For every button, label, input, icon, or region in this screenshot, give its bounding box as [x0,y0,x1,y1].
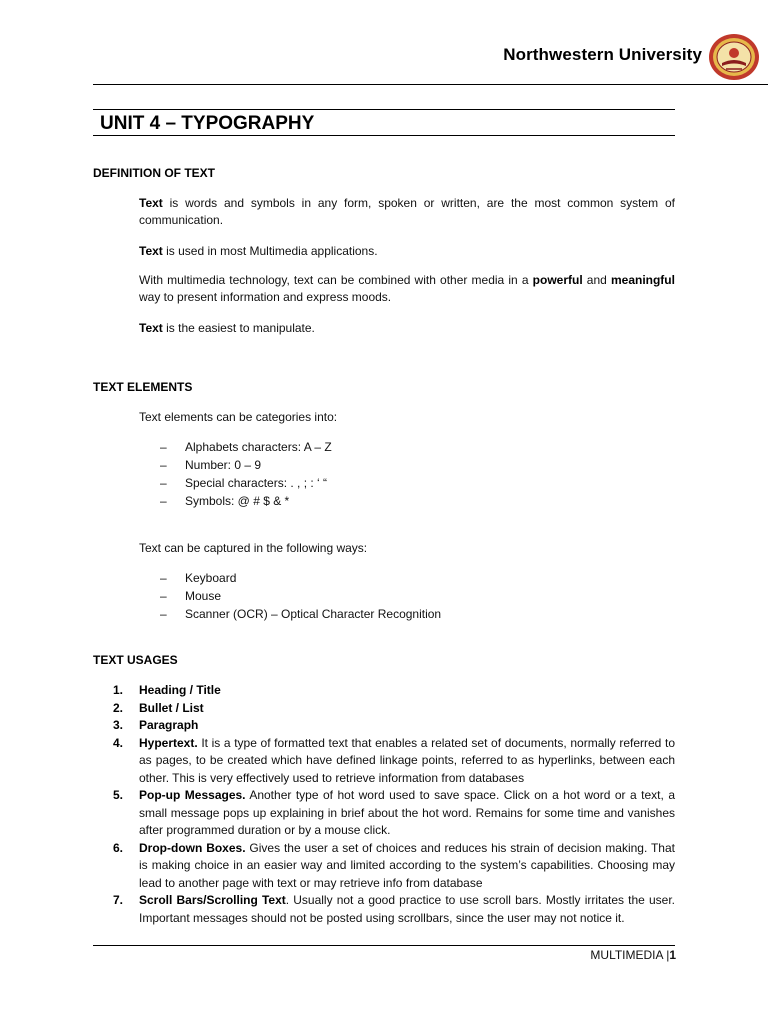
usage-item [113,840,675,893]
usage-description: Another type of hot word used to save space. Click on a hot word or a text, a small message pops up explaining in brief about the hot word. Remains for some time and vanishes after programmed duration or by a mouse click. [139,788,676,837]
definition-paragraph-1 [139,195,675,229]
usage-term: Hypertext. [139,735,198,750]
usage-item [113,892,675,927]
usage-number: 1. [113,683,124,697]
university-name: Northwestern University [503,45,702,64]
list-item: – Keyboard [160,569,441,587]
usage-number: 3. [113,718,124,732]
usage-term: Paragraph [139,718,199,732]
usage-term: Bullet / List [139,700,204,715]
definition-text: is words and symbols in any form, spoken or written, are the most common system of communication. [139,196,675,227]
definition-paragraph-4 [139,320,675,337]
title-rule-top [93,109,675,110]
usage-term: Heading / Title [139,683,221,697]
footer-rule [93,945,675,946]
capture-intro: Text can be captured in the following ways: [139,541,368,555]
text-term: Text [139,244,163,258]
definition-paragraph-3 [139,272,675,306]
capture-list [160,569,441,623]
usage-description: . Usually not a good practice to use scroll bars. Mostly irritates the user. Important messages should not be posted using scrollbars, since the user may not notice it. [139,893,675,925]
usage-number: 7. [113,893,124,907]
definition-text: is used in most Multimedia applications. [162,244,378,258]
definition-paragraph-2 [139,243,675,260]
usage-item [113,787,675,840]
text-term: Text [139,196,163,210]
usage-number: 4. [113,735,124,750]
section-heading-elements: TEXT ELEMENTS [93,380,193,394]
usage-term: Drop-down Boxes. [139,840,246,855]
page-footer [590,948,676,962]
usage-number: 5. [113,788,124,802]
footer-label: MULTIMEDIA | [590,948,670,962]
usage-item [113,682,675,700]
text-term: Text [139,321,163,335]
usage-item [113,700,675,718]
usage-term: Pop-up Messages. [139,788,246,802]
definition-text: way to present information and express moods. [139,290,392,304]
emphasis-powerful: powerful [532,273,583,287]
title-rule-bottom [93,135,675,136]
header-rule [93,84,768,85]
list-item: – Alphabets characters: A – Z [160,438,332,456]
section-heading-usages: TEXT USAGES [93,653,178,667]
category-list [160,438,332,510]
definition-text: is the easiest to manipulate. [162,321,315,335]
section-heading-definition: DEFINITION OF TEXT [93,166,215,180]
usage-description: Gives the user a set of choices and reduces his strain of decision making. That is making choice in an easier way and limited according to the system’s capabilities. Choosing may lead to another page with text or may retrieve info from database [139,840,675,890]
usage-number: 6. [113,840,124,855]
definition-text: and [582,273,611,287]
list-item: – Number: 0 – 9 [160,456,332,474]
list-item: – Special characters: . , ; : ‘ “ [160,474,332,492]
list-item: – Scanner (OCR) – Optical Character Recognition [160,605,441,623]
unit-title: UNIT 4 – TYPOGRAPHY [100,113,315,134]
emphasis-meaningful: meaningful [610,273,675,287]
usage-item [113,717,675,735]
elements-intro: Text elements can be categories into: [139,410,338,424]
usage-item [113,735,675,788]
list-item: – Mouse [160,587,441,605]
definition-text: With multimedia technology, text can be combined with other media in a [139,273,533,287]
usages-list [113,682,675,927]
usage-description: It is a type of formatted text that enables a related set of documents, normally referred to as pages, to be created which have defined linkage points, referred to as hyperlinks, between each other. This is very effectively used to retrieve information from databases [139,735,675,785]
page-number: 1 [669,948,676,962]
usage-term: Scroll Bars/Scrolling Text [139,893,286,907]
usage-number: 2. [113,700,124,715]
list-item: – Symbols: @ # $ & * [160,492,332,510]
university-seal-logo [708,33,760,81]
